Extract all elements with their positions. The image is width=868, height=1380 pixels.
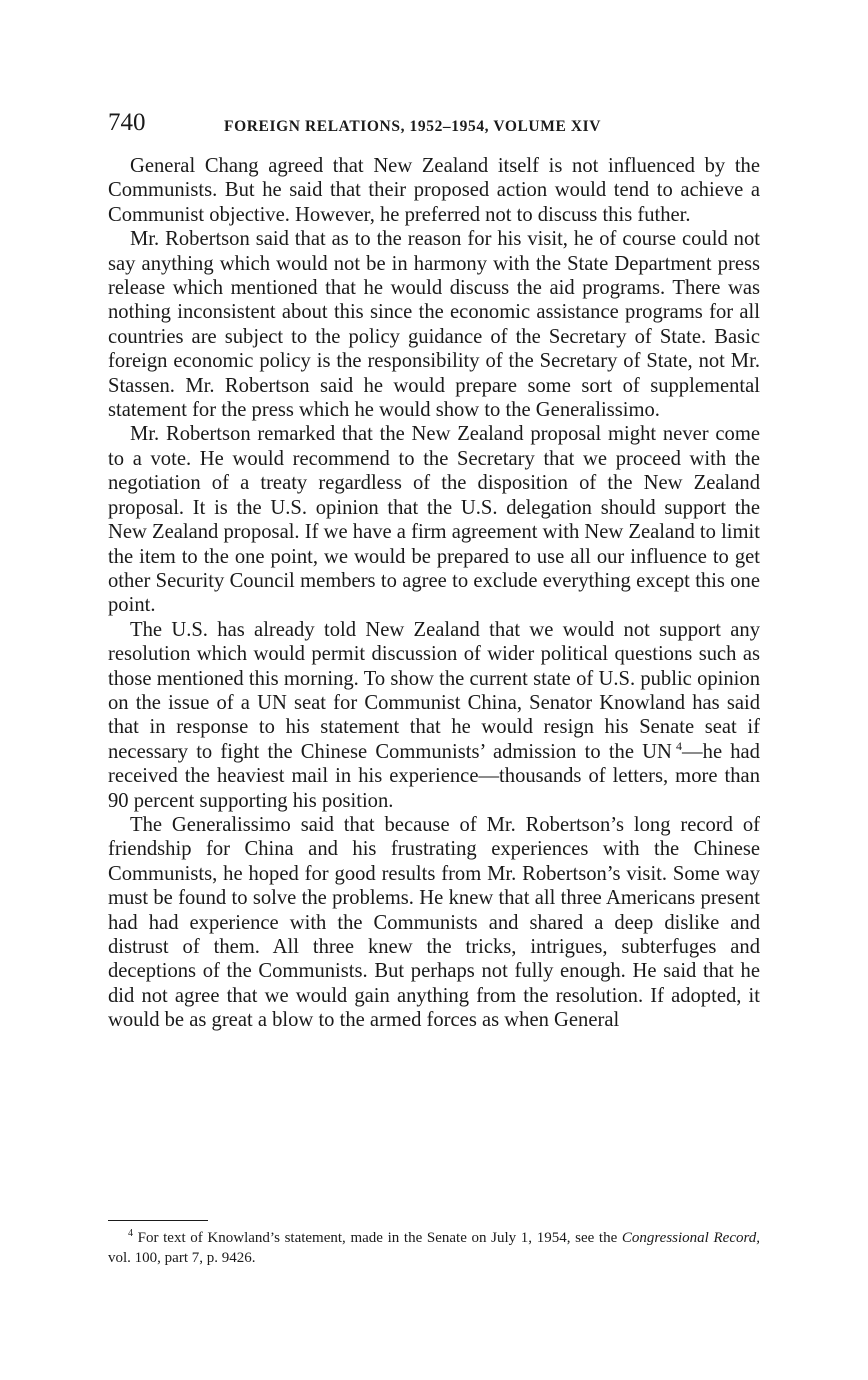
footnote-reference[interactable]: 4 xyxy=(676,738,683,753)
footnote-mark: 4 xyxy=(128,1228,133,1239)
document-page xyxy=(108,108,760,1033)
footnote xyxy=(108,1228,760,1268)
paragraph: Mr. Robertson remarked that the New Zealand proposal might never come to a vote. He would recommend to the Secretary that we proceed with the negotiation of a treaty regardless of the disposition of the New Zealand proposal. It is the U.S. opinion that the U.S. delegation should support the New Zealand proposal. If we have a firm agreement with New Zealand to limit the item to the one point, we would be prepared to use all our influence to get other Security Council members to agree to exclude everything except this one point. xyxy=(108,423,760,617)
body-text xyxy=(108,154,760,1033)
paragraph: General Chang agreed that New Zealand itself is not influenced by the Communists. But he said that their proposed action would tend to achieve a Communist objective. However, he preferred not to discuss this futher. xyxy=(108,155,760,226)
page-header xyxy=(108,108,760,138)
paragraph xyxy=(108,618,760,813)
footnote-text: For text of Knowland’s statement, made in the Senate on July 1, 1954, see the xyxy=(137,1230,618,1246)
paragraph-text: The U.S. has already told New Zealand that we would not support any resolution which would permit discussion of wider political questions such as those mentioned this morning. To show the current state of U.S. public opinion on the issue of a UN seat for Communist China, Senator Knowland has said that in response to his statement that he would resign his Senate seat if necessary to fight the Chinese Communists’ admission to the UN xyxy=(108,618,760,763)
paragraph: The Generalissimo said that because of Mr. Robertson’s long record of friendship for China and his frustrating experiences with the Chinese Communists, he hoped for good results from Mr. Robertson’s visit. Some way must be found to solve the problems. He knew that all three Americans present had had experience with the Communists and shared a deep dislike and distrust of them. All three knew the tricks, intrigues, subterfuges and deceptions of the Communists. But perhaps not fully enough. He said that he did not agree that we would gain anything from the resolution. If adopted, it would be as great a blow to the armed forces as when General xyxy=(108,813,760,1032)
footnote-divider xyxy=(108,1220,208,1221)
paragraph-text: —he had received the heaviest mail in his experience—thousands of letters, more than 90 percent supporting his position. xyxy=(108,740,760,812)
page-number: 740 xyxy=(108,109,146,136)
running-head: FOREIGN RELATIONS, 1952–1954, VOLUME XIV xyxy=(224,118,602,135)
paragraph: Mr. Robertson said that as to the reason for his visit, he of course could not say anything which would not be in harmony with the State Department press release which mentioned that he would discuss the aid programs. There was nothing inconsistent about this since the economic assistance programs for all countries are subject to the policy guidance of the Secretary of State. Basic foreign economic policy is the responsibility of the Secretary of State, not Mr. Stassen. Mr. Robertson said he would prepare some sort of supplemental statement for the press which he would show to the Generalissimo. xyxy=(108,228,760,422)
footnote-citation: Congressional Record, xyxy=(621,1230,761,1246)
footnote-text: vol. 100, part 7, p. 9426. xyxy=(108,1250,256,1266)
